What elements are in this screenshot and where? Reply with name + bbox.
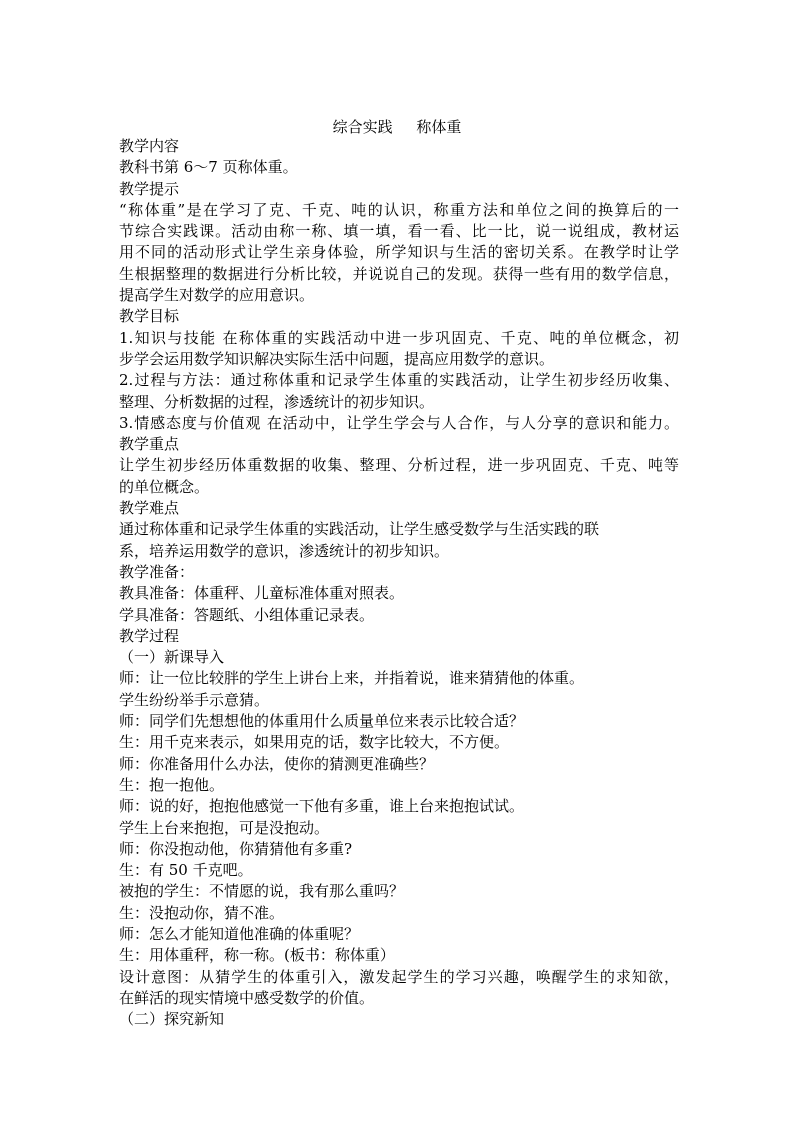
text-line: 用不同的活动形式让学生亲身体验，所学知识与生活的密切关系。在教学时让学 (119, 243, 679, 262)
page-title: 综合实践 称体重 (332, 118, 462, 136)
text-line: 3.情感态度与价值观 在活动中，让学生学会与人合作，与人分享的意识和能力。 (119, 413, 679, 432)
text-line: 步学会运用数学知识解决实际生活中问题，提高应用数学的意识。 (119, 349, 555, 368)
text-line: 师：同学们先想想他的体重用什么质量单位来表示比较合适？ (119, 712, 525, 731)
text-line: 生根据整理的数据进行分析比较，并说说自己的发现。获得一些有用的数学信息， (119, 264, 679, 283)
text-line: 设计意图：从猜学生的体重引入，激发起学生的学习兴趣，唤醒学生的求知欲， (119, 967, 679, 986)
text-line: 通过称体重和记录学生体重的实践活动，让学生感受数学与生活实践的联 (119, 520, 600, 539)
text-line: 生：用千克来表示，如果用克的话，数字比较大，不方便。 (119, 733, 510, 752)
text-line: 师：你没抱动他，你猜猜他有多重? (119, 839, 353, 858)
text-line: “称体重”是在学习了克、千克、吨的认识，称重方法和单位之间的换算后的一 (119, 200, 679, 219)
document-body (119, 136, 679, 1030)
text-line: 学具准备：答题纸、小组体重记录表。 (119, 605, 375, 624)
text-line: 生：没抱动你，猜不准。 (119, 903, 285, 922)
text-line: 教学提示 (119, 179, 180, 198)
text-line: 教学重点 (119, 435, 180, 454)
text-line: 提高学生对数学的应用意识。 (119, 286, 315, 305)
text-line: 生：用体重秤，称一称。(板书：称体重） (119, 946, 395, 965)
text-line: 2.过程与方法：通过称体重和记录学生体重的实践活动，让学生初步经历收集、 (119, 371, 679, 390)
text-line: 生：有 50 千克吧。 (119, 861, 253, 880)
text-line: 教科书第 6～7 页称体重。 (119, 158, 298, 177)
text-line: 学生纷纷举手示意猜。 (119, 690, 270, 709)
text-line: 师：让一位比较胖的学生上讲台上来，并指着说，谁来猜猜他的体重。 (119, 669, 585, 688)
text-line: 教学准备： (119, 562, 195, 581)
text-line: 教学目标 (119, 307, 180, 326)
text-line: 1.知识与技能 在称体重的实践活动中进一步巩固克、千克、吨的单位概念，初 (119, 328, 679, 347)
text-line: 生：抱一抱他。 (119, 775, 225, 794)
text-line: 教学过程 (119, 626, 180, 645)
text-line: 师：你准备用什么办法，使你的猜测更准确些？ (119, 754, 435, 773)
text-line: （二）探究新知 (119, 1010, 225, 1029)
text-line: 教学难点 (119, 499, 180, 518)
text-line: 师：怎么才能知道他准确的体重呢？ (119, 924, 360, 943)
text-line: （一）新课导入 (119, 648, 225, 667)
text-line: 教学内容 (119, 137, 180, 155)
text-line: 的单位概念。 (119, 477, 210, 496)
text-line: 学生上台来抱抱，可是没抱动。 (119, 818, 330, 837)
text-line: 被抱的学生：不情愿的说，我有那么重吗？ (119, 882, 405, 901)
text-line: 整理、分析数据的过程，渗透统计的初步知识。 (119, 392, 435, 411)
text-line: 系，培养运用数学的意识，渗透统计的初步知识。 (119, 541, 450, 560)
text-line: 师：说的好，抱抱他感觉一下他有多重，谁上台来抱抱试试。 (119, 797, 525, 816)
text-line: 在鲜活的现实情境中感受数学的价值。 (119, 988, 375, 1007)
text-line: 教具准备：体重秤、儿童标准体重对照表。 (119, 584, 405, 603)
text-line: 让学生初步经历体重数据的收集、整理、分析过程，进一步巩固克、千克、吨等 (119, 456, 679, 475)
text-line: 节综合实践课。活动由称一称、填一填，看一看、比一比，说一说组成，教材运 (119, 222, 679, 241)
